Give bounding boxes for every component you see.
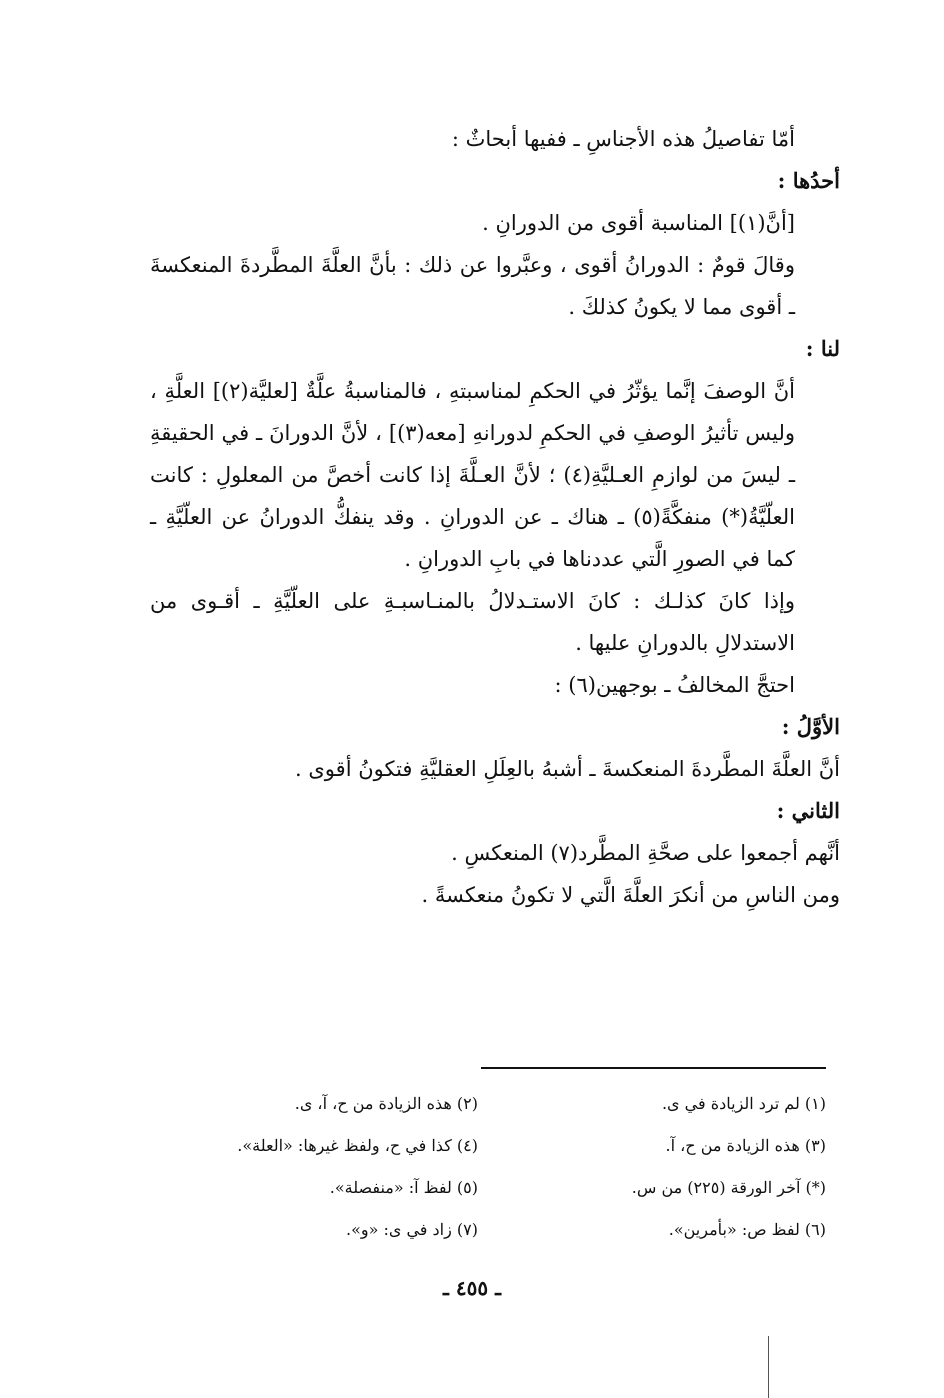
intro-paragraph: أمّا تفاصيلُ هذه الأجناسِ ـ ففيها أبحاثٌ : [451,127,795,151]
footnote-7: (٧) زاد في ى: «و». [345,1220,478,1239]
final-paragraph: ومن الناسِ من أنكرَ العلَّةَ الَّتي لا تكونُ منعكسةً . [421,883,840,907]
first-reason-paragraph: أنَّ العلَّةَ المطَّردةَ المنعكسةَ ـ أشبهُ بالعِلَلِ العقليَّةِ فتكونُ أقوى . [295,757,840,781]
our-argument-heading: لنا : [805,336,840,361]
footnote-star: (*) آخر الورقة (٢٢٥) من س. [631,1178,826,1197]
main-text [150,118,840,916]
footnotes [160,1083,826,1251]
footnote-2: (٢) هذه الزيادة من ح، آ، ى. [294,1094,478,1113]
opponent-intro: احتجَّ المخالفُ ـ بوجهين(٦) : [554,673,795,697]
argument-paragraph: أنَّ الوصفَ إنَّما يؤثّرُ في الحكمِ لمناسبتهِ ، فالمناسبةُ علَّةٌ [لعليَّة(٢)] العلَّةِ ، وليس تأثيرُ الوصفِ في الحكمِ لدورانهِ [معه(٣)] ، لأنَّ الدورانَ ـ في الحقيقةِ ـ ليسَ من لوازمِ العـليَّةِ(٤) ؛ لأنَّ العـلَّةَ إذا كانت أخصَّ من المعلولِ : كانت العلّيَّةُ(*) منفكَّةً(٥) ـ هناك ـ عن الدورانِ . وقد ينفكُّ الدورانُ عن العلّيَّةِ ـ كما في الصورِ الَّتي عددناها في بابِ الدورانِ . [150,379,796,571]
thesis-paragraph: [أنَّ(١)] المناسبة أقوى من الدورانِ . [482,211,795,235]
footnote-5: (٥) لفظ آ: «منفصلة». [329,1178,478,1197]
second-reason-heading: الثاني : [776,798,840,823]
opposing-view-paragraph: وقالَ قومٌ : الدورانُ أقوى ، وعبَّروا عن ذلك : بأنَّ العلَّةَ المطَّردةَ المنعكسةَ ـ أقوى مما لا يكونُ كذلكَ . [150,253,795,319]
second-reason-paragraph: أنَّهم أجمعوا على صحَّةِ المطَّرد(٧) المنعكسِ . [451,841,840,865]
footnote-separator [481,1067,826,1069]
conclusion-paragraph: وإذا كانَ كذلـك : كانَ الاستـدلالُ بالمنـاسبـةِ على العلّيَّةِ ـ أقـوى من الاستدلالِ بالدورانِ عليها . [150,589,795,655]
footnote-3: (٣) هذه الزيادة من ح، آ. [665,1136,826,1155]
first-topic-heading: أحدُها : [777,168,840,193]
first-reason-heading: الأوَّلُ : [781,714,840,739]
page-number: ـ ٤٥٥ ـ [443,1276,501,1300]
footnote-4: (٤) كذا في ح، ولفظ غيرها: «العلة». [237,1136,478,1155]
footnote-6: (٦) لفظ ص: «بأمرين». [668,1220,826,1239]
footnote-1: (١) لم ترد الزيادة في ى. [661,1094,826,1113]
scan-margin-line [768,1336,769,1398]
